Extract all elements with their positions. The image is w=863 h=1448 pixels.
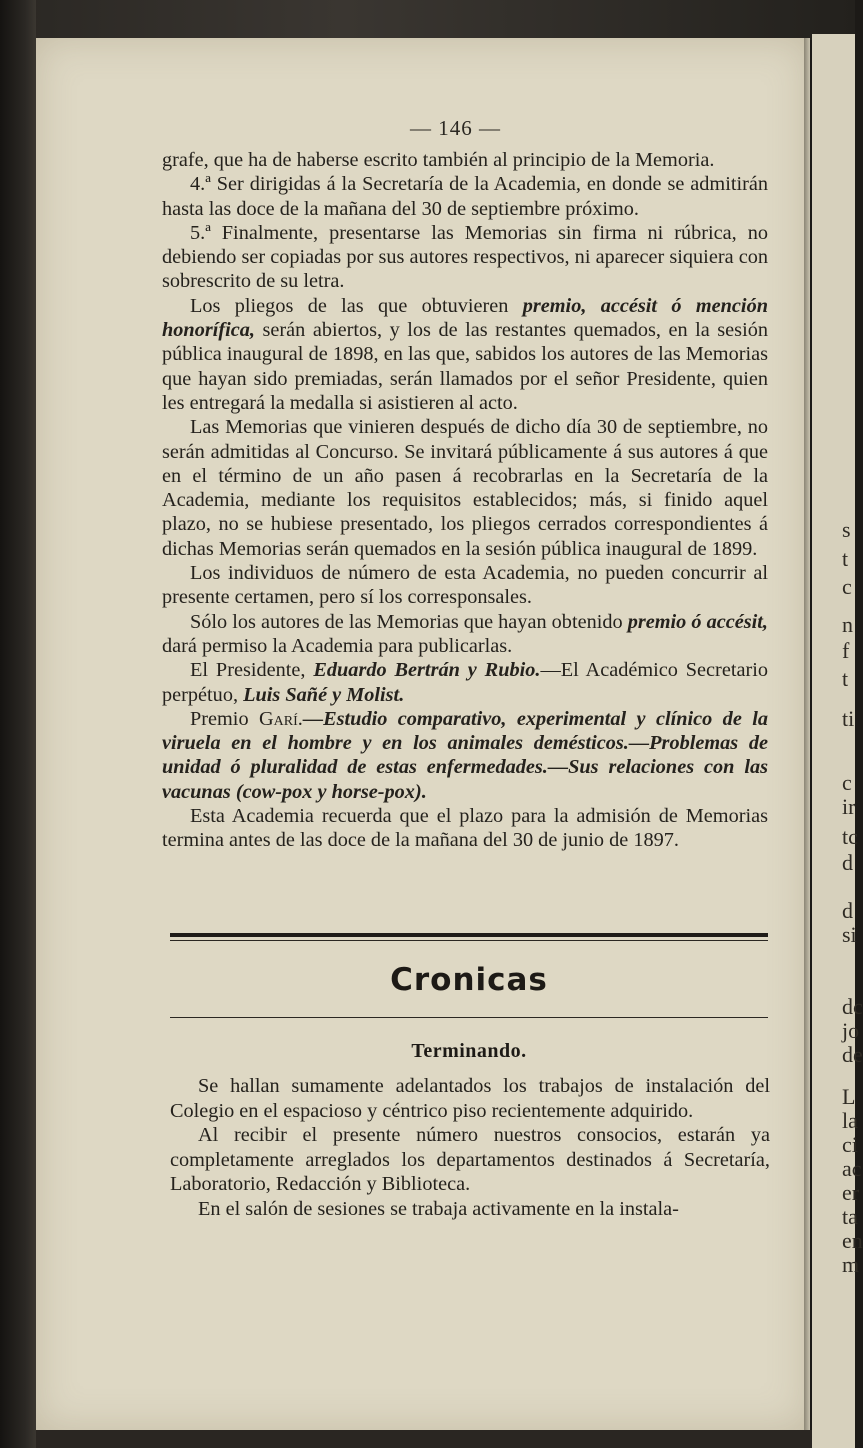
- paragraph: 5.ª Finalmente, presentarse las Memorias sin firma ni rúbrica, no debiendo ser copiadas por sus autores respectivos, ni aparecer siquiera con sobrescrito de su letra.: [162, 221, 768, 293]
- paragraph-emphasis: premio ó accésit,: [627, 610, 768, 633]
- facing-text: s: [842, 517, 851, 542]
- prize-topic: —Estudio comparativo, experimental y clínico de la viruela en el hombre y en los animales demésticos.—Problemas de unidad ó pluralidad de estas enfermedades.—Sus relaciones con las vacunas: [162, 707, 768, 803]
- facing-text: la: [842, 1108, 858, 1133]
- facing-text: dc: [842, 994, 863, 1019]
- facing-text: jo: [842, 1018, 860, 1043]
- paragraph: Se hallan sumamente adelantados los trabajos de instalación del Colegio en el espacioso y céntrico piso recientemente adquirido.: [170, 1075, 770, 1122]
- facing-text: ta: [842, 1204, 858, 1229]
- paragraph: 4.ª Ser dirigidas á la Secretaría de la Academia, en donde se admitirán hasta las doce de la mañana del 30 de septiembre próximo.: [162, 173, 768, 220]
- chronicle-text: [170, 1074, 770, 1221]
- facing-text: c: [842, 770, 852, 795]
- section-divider: [170, 933, 768, 937]
- signature-mid: —El Académico Secretario perpétuo,: [162, 659, 768, 706]
- page-edge: [804, 38, 810, 1430]
- prize-tail: (cow-pox y horse-pox).: [235, 780, 427, 803]
- facing-text: t: [842, 546, 849, 571]
- paragraph-lead: Los pliegos de las que obtuvieren: [190, 294, 509, 317]
- facing-text: ac: [842, 1156, 862, 1181]
- facing-text: c: [842, 574, 852, 599]
- page-number: — 146 —: [410, 116, 501, 140]
- paragraph: Los individuos de número de esta Academia, no pueden concurrir al presente certamen, pero sí los corresponsales.: [162, 562, 768, 609]
- paragraph-text: serán abiertos, y los de las restantes quemados, en la sesión pública inaugural de 1898, en las que, sabidos los autores de las Memorias que hayan sido premiadas, serán llamados por el señor Presidente, quien les entregará la medalla si asistieren al acto.: [162, 319, 768, 414]
- paragraph: grafe, que ha de haberse escrito también al principio de la Memoria.: [162, 149, 715, 171]
- paragraph: Esta Academia recuerda que el plazo para la admisión de Memorias termina antes de las doce de la mañana del 30 de junio de 1897.: [162, 805, 768, 852]
- facing-text: er: [842, 1180, 860, 1205]
- facing-text: L: [842, 1084, 856, 1109]
- secretary-name: Luis Sañé y Molist.: [243, 683, 405, 706]
- paragraph-text: dará permiso la Academia para publicarlas.: [162, 634, 513, 657]
- facing-text: tc: [842, 824, 858, 849]
- facing-text: d: [842, 850, 853, 875]
- president-name: Eduardo Bertrán y Rubio.: [313, 659, 541, 682]
- facing-text: d: [842, 898, 853, 923]
- facing-text: ci: [842, 1132, 858, 1157]
- facing-text: n: [842, 612, 853, 637]
- paragraph: Las Memorias que vinieren después de dicho día 30 de septiembre, no serán admitidas al Concurso. Se invitará públicamente á sus autores á que en el término de un año pasen á recobrarlas en la Secretaría de la Academia, mediante los requisitos establecidos; más, si finido aquel plazo, no se hubiese presentado, los pliegos cerrados correspondientes á dichas Memorias serán quemados en la sesión pública inaugural de 1899.: [162, 416, 768, 560]
- prize-lead: Premio: [190, 707, 249, 730]
- facing-text: si: [842, 922, 857, 947]
- facing-text: m: [842, 1252, 860, 1277]
- paragraph: [162, 610, 768, 659]
- signature-lead: El Presidente,: [190, 659, 306, 682]
- facing-page-fragment: [812, 34, 863, 1448]
- paragraph-emphasis: premio, accésit ó mención honorífica,: [162, 294, 768, 342]
- paragraph: En el salón de sesiones se trabaja activamente en la instala-: [198, 1197, 679, 1220]
- scan-bottom: [36, 1430, 812, 1448]
- book-spine: [0, 0, 36, 1448]
- paragraph: Al recibir el presente número nuestros consocios, estarán ya completamente arreglados los departamentos destinados á Secretaría, Laboratorio, Redacción y Biblioteca.: [170, 1124, 770, 1195]
- facing-text: ti: [842, 706, 855, 731]
- prize-name: Garí.: [259, 707, 303, 730]
- section-underline: [170, 1017, 768, 1018]
- facing-text: f: [842, 638, 850, 663]
- main-text: [162, 148, 768, 853]
- signature-line: [162, 658, 768, 707]
- facing-text: en: [842, 1228, 863, 1253]
- paragraph: [162, 294, 768, 415]
- facing-text: de: [842, 1042, 863, 1067]
- paragraph-lead: Sólo los autores de las Memorias que hayan obtenido: [190, 610, 623, 633]
- scan-background: [0, 0, 855, 40]
- subsection-title: Terminando.: [411, 1040, 527, 1062]
- section-title: Cronicas: [390, 962, 548, 998]
- facing-text: ir: [842, 794, 856, 819]
- prize-announcement: [162, 707, 768, 804]
- section-divider-thin: [170, 940, 768, 941]
- facing-text: t: [842, 666, 849, 691]
